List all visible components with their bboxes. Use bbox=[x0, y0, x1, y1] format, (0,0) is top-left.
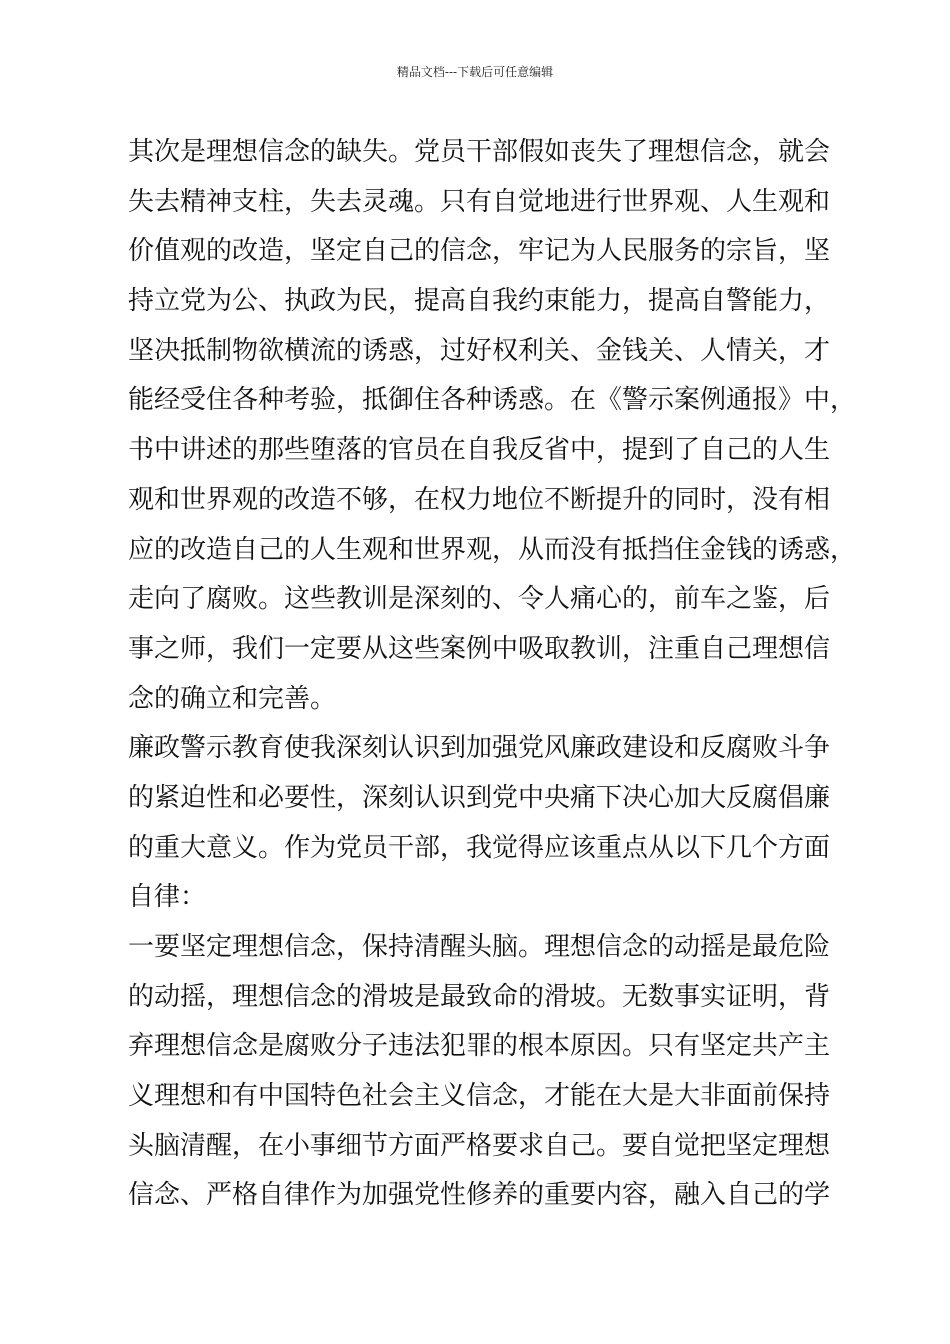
text-line: 的重大意义。作为党员干部，我觉得应该重点从以下几个方面 bbox=[128, 832, 831, 863]
text-line: 失去精神支柱，失去灵魂。只有自觉地进行世界观、人生观和 bbox=[128, 186, 831, 217]
text-line: 坚决抵制物欲横流的诱惑，过好权利关、金钱关、人情关，才 bbox=[128, 335, 831, 366]
text-line: 一要坚定理想信念，保持清醒头脑。理想信念的动摇是最危险 bbox=[128, 932, 831, 962]
text-line: 的紧迫性和必要性，深刻认识到党中央痛下决心加大反腐倡廉 bbox=[128, 782, 831, 813]
text-line: 事之师，我们一定要从这些案例中吸取教训，注重自己理想信 bbox=[128, 633, 831, 664]
document-body bbox=[128, 128, 857, 1221]
text-line: 廉政警示教育使我深刻认识到加强党风廉政建设和反腐败斗争 bbox=[128, 733, 831, 764]
text-line: 书中讲述的那些堕落的官员在自我反省中，提到了自己的人生 bbox=[128, 435, 831, 466]
text-line: 的动摇，理想信念的滑坡是最致命的滑坡。无数事实证明，背 bbox=[128, 981, 831, 1012]
text-line: 价值观的改造，坚定自己的信念，牢记为人民服务的宗旨，坚 bbox=[128, 236, 831, 267]
text-line: 其次是理想信念的缺失。党员干部假如丧失了理想信念，就会 bbox=[128, 137, 831, 167]
text-line: 弃理想信念是腐败分子违法犯罪的根本原因。只有坚定共产主 bbox=[128, 1031, 831, 1062]
text-line: 观和世界观的改造不够，在权力地位不断提升的同时，没有相 bbox=[128, 484, 831, 515]
text-line: 应的改造自己的人生观和世界观，从而没有抵挡住金钱的诱惑， bbox=[128, 534, 857, 565]
text-line: 义理想和有中国特色社会主义信念，才能在大是大非面前保持 bbox=[128, 1081, 831, 1112]
text-line: 自律： bbox=[128, 882, 207, 913]
text-line: 能经受住各种考验，抵御住各种诱惑。在《警示案例通报》中， bbox=[128, 385, 857, 416]
text-line: 念的确立和完善。 bbox=[128, 683, 337, 714]
text-line: 走向了腐败。这些教训是深刻的、令人痛心的，前车之鉴，后 bbox=[128, 584, 831, 615]
page-header: 精品文档---下载后可任意编辑 bbox=[396, 65, 554, 79]
text-line: 头脑清醒，在小事细节方面严格要求自己。要自觉把坚定理想 bbox=[128, 1130, 831, 1161]
text-line: 信念、严格自律作为加强党性修养的重要内容，融入自己的学 bbox=[128, 1180, 831, 1211]
text-line: 持立党为公、执政为民，提高自我约束能力，提高自警能力， bbox=[128, 286, 831, 317]
